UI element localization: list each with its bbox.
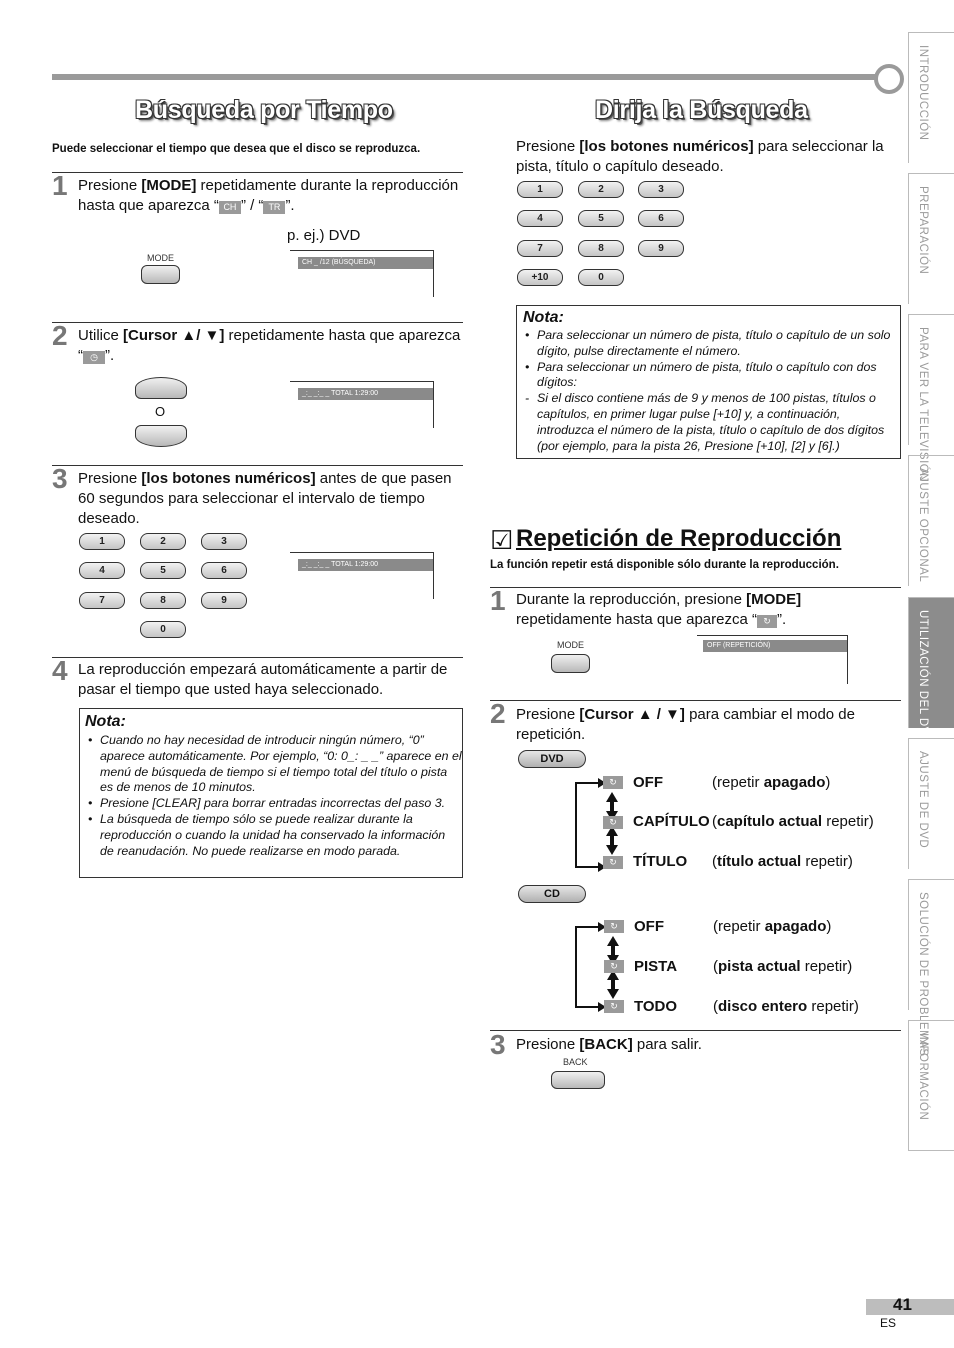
note-title: Nota: [85,713,126,730]
number-key[interactable]: 2 [578,181,624,198]
note-item: • Presione [CLEAR] para borrar entradas incorrectas del paso 3. [88,796,446,811]
section-title-repeticion: Repetición de Reproducción [516,525,842,552]
note-item: • Para seleccionar un número de pista, título o capítulo con dos dígitos: [525,359,877,390]
page-number: 41 [893,1295,912,1314]
repeat-step2-text: Presione [Cursor ▲ / ▼] para cambiar el modo de repetición. [516,706,855,743]
divider [490,700,901,701]
number-key[interactable]: 8 [140,592,186,609]
header-rule-circle [874,64,904,94]
sidebar-tab-solucion-problemas[interactable]: SOLUCIÓN DE PROBLEMAS [908,879,954,1010]
step-number: 4 [52,655,68,686]
repeat-option-desc: (pista actual repetir) [713,958,853,975]
repeat-intro: La función repetir está disponible sólo durante la reproducción. [490,559,839,571]
step-number: 1 [490,585,506,616]
repeat-all-icon: ↻ [604,1000,624,1013]
number-key[interactable]: 6 [201,562,247,579]
mode-button[interactable] [551,654,590,673]
repeat-title-icon: ↻ [603,856,623,869]
number-key[interactable]: 1 [517,181,563,198]
repeat-option-desc: (disco entero repetir) [713,998,859,1015]
repeat-icon: ↻ [757,615,777,628]
note-item: • Para seleccionar un número de pista, título o capítulo de un solo dígito, pulse directamente el número. [525,328,891,358]
note-item: • Cuando no hay necesidad de introducir ningún número, “0” aparece automáticamente. Por ejemplo, “0: 0_: _ _” aparece en el menú de búsqueda de tiempo si el tiempo total del título o pista es de menos de 10 minutos. [88,733,462,795]
number-key[interactable]: 1 [79,533,125,550]
ok-label: O [155,404,166,419]
mode-label: MODE [147,253,174,263]
sidebar-tab-informacion[interactable]: INFORMACIÓN [908,1020,954,1151]
osd-screen [290,250,434,297]
step-number: 1 [52,170,68,201]
number-key[interactable]: 5 [140,562,186,579]
osd-bar: OFF (REPETICIÓN) [703,640,847,652]
repeat-option-desc: (título actual repetir) [712,853,853,870]
number-key[interactable]: 5 [578,210,624,227]
number-key[interactable]: 3 [201,533,247,550]
intro-text: Puede seleccionar el tiempo que desea que el disco se reproduzca. [52,143,421,155]
mode-button[interactable] [141,265,180,284]
repeat-option: CAPÍTULO [633,813,710,830]
repeat-step1-text: Durante la reproducción, presione [MODE] repetidamente hasta que aparezca “ ↻ ”. [516,591,802,628]
divider [52,322,463,323]
dirija-intro: Presione [los botones numéricos] para seleccionar la pista, título o capítulo deseado. [516,138,884,175]
number-key[interactable]: 4 [517,210,563,227]
divider [52,465,463,466]
tr-icon: TR [263,201,285,214]
checkbox-icon: ☑ [490,525,514,555]
repeat-option-desc: (capítulo actual repetir) [712,813,874,830]
note-title: Nota: [523,309,564,326]
cd-badge: CD [518,885,586,903]
repeat-off-icon: ↻ [604,920,624,933]
step-number: 3 [52,463,68,494]
divider [52,657,463,658]
header-rule [52,74,878,80]
repeat-off-icon: ↻ [603,776,623,789]
osd-screen [290,381,434,428]
number-key[interactable]: 6 [638,210,684,227]
step-number: 3 [490,1029,506,1060]
sidebar-tab-ver-television[interactable]: PARA VER LA TELEVISIÓN [908,314,954,445]
repeat-option-desc: (repetir apagado) [712,774,831,791]
mode-label: MODE [557,640,584,650]
plus10-key[interactable]: +10 [517,269,563,286]
sidebar-tab-preparacion[interactable]: PREPARACIÓN [908,173,954,304]
repeat-chapter-icon: ↻ [603,816,623,829]
note-box [516,305,901,459]
number-key[interactable]: 3 [638,181,684,198]
back-label: BACK [563,1057,588,1067]
repeat-option: TODO [634,998,678,1015]
back-button[interactable] [551,1071,605,1089]
section-title-dirija-busqueda: Dirija la Búsqueda [595,96,808,124]
repeat-option-desc: (repetir apagado) [713,918,832,935]
repeat-step3-text: Presione [BACK] para salir. [516,1036,702,1053]
section-title-busqueda-tiempo: Búsqueda por Tiempo [135,96,393,124]
step-number: 2 [490,698,506,729]
step3-text: Presione [los botones numéricos] antes de que pasen 60 segundos para seleccionar el intervalo de tiempo deseado. [78,470,452,527]
number-key[interactable]: 0 [140,621,186,638]
note-subitem: - Si el disco contiene más de 9 y menos de 100 pistas, títulos o capítulos, en primer lugar pulse [+10] y, a continuación, introduzca el número de la pista, título o capítulo de dos dígitos (por ejemplo, para la pista 26, Presione [+10], [2] y [6].) [525,391,885,453]
number-key[interactable]: 7 [79,592,125,609]
osd-bar: _:_ _:_ _ TOTAL 1:29:00 [298,559,433,571]
divider [52,172,463,173]
language-code: ES [880,1316,897,1330]
clock-icon: ◷ [83,351,105,364]
sidebar-tab-ajuste-dvd[interactable]: AJUSTE DE DVD [908,738,954,869]
sidebar-tab-utilizacion-dvd[interactable]: UTILIZACIÓN DEL DVD [908,597,954,728]
note-item: • La búsqueda de tiempo sólo se puede realizar durante la reproducción o cuando la unidad ha conservado la información de reanudación. No puede realizarse en modo parada. [88,811,446,858]
repeat-option: PISTA [634,958,678,975]
number-key[interactable]: 4 [79,562,125,579]
step2-text: Utilice [Cursor ▲/ ▼] repetidamente hasta que aparezca “ ◷ ”. [78,327,461,364]
ch-icon: CH [219,201,241,214]
repeat-option: OFF [633,774,663,791]
osd-bar: CH _ /12 (BÚSQUEDA) [298,257,433,269]
divider [490,587,901,588]
osd-bar: _:_ _:_ _ TOTAL 1:29:00 [298,388,433,400]
number-key[interactable]: 9 [638,240,684,257]
divider [490,1030,901,1031]
number-key[interactable]: 7 [517,240,563,257]
step-number: 2 [52,320,68,351]
sidebar-tab-ajuste-opcional[interactable]: AJUSTE OPCIONAL [908,455,954,586]
cursor-down-button[interactable] [135,425,187,447]
step1-text: Presione [MODE] repetidamente durante la reproducción hasta que aparezca “ CH ” / “ TR ”. [78,177,459,214]
osd-screen [290,552,434,599]
number-key[interactable]: 2 [140,533,186,550]
sidebar-tab-introduccion[interactable]: INTRODUCCIÓN [908,32,954,163]
repeat-option: OFF [634,918,664,935]
number-key[interactable]: 8 [578,240,624,257]
number-key[interactable]: 0 [578,269,624,286]
step4-text: La reproducción empezará automáticamente a partir de pasar el tiempo que usted haya seleccionado. [78,661,448,698]
number-key[interactable]: 9 [201,592,247,609]
repeat-option: TÍTULO [633,853,688,870]
repeat-track-icon: ↻ [604,960,624,973]
note-box [79,708,463,878]
cursor-up-button[interactable] [135,377,187,399]
osd-screen [697,635,848,684]
dvd-badge: DVD [518,750,586,768]
example-label: p. ej.) DVD [287,227,361,244]
